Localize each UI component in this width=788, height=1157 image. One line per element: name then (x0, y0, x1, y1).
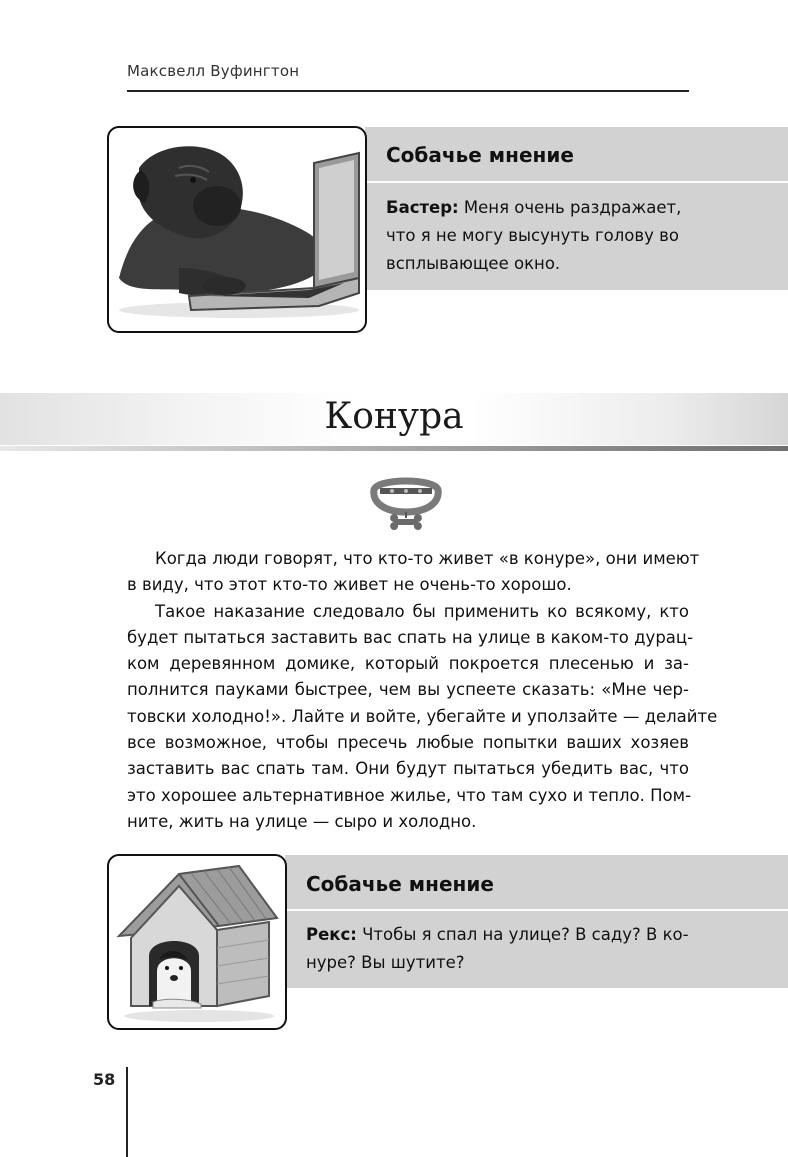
body-line: заставить вас спать там. Они будут пытаться убедить вас, что (127, 759, 689, 779)
sidebar-bottom-title: Собачье мнение (306, 872, 494, 896)
sidebar-bottom-line: Чтобы я спал на улице? В саду? В ко- (356, 925, 689, 944)
running-head: Максвелл Вуфингтон (127, 62, 300, 80)
body-line: Такое наказание следовало бы применить ко всякому, кто (155, 601, 689, 621)
collar-ornament-icon (368, 472, 444, 534)
body-line: все возможное, чтобы пресечь любые попытки ваших хозяев (127, 733, 689, 753)
sidebar-bottom-line: нуре? Вы шутите? (306, 953, 465, 972)
sidebar-top-title: Собачье мнение (386, 143, 574, 167)
body-line: ком деревянном домике, который покроется плесенью и за- (127, 654, 689, 674)
sidebar-top-line: Меня очень раздражает, (458, 198, 682, 217)
sidebar-bottom-divider (285, 909, 788, 911)
section-heading-underline (0, 446, 788, 451)
body-line: Когда люди говорят, что кто-то живет «в конуре», они имеют (155, 549, 700, 568)
dog-laptop-image (107, 126, 367, 333)
sidebar-top-speaker: Бастер: (386, 198, 459, 217)
sidebar-top-divider (365, 181, 788, 183)
body-line: ните, жить на улице — сыро и холодно. (127, 811, 477, 831)
body-line: товски холодно!». Лайте и войте, убегайте и уползайте — делайте (127, 706, 718, 726)
body-line: будет пытаться заставить вас спать на улице в каком-то дурац- (127, 627, 694, 647)
body-line: это хорошее альтернативное жилье, что там сухо и тепло. Пом- (127, 785, 692, 805)
section-title: Конура (324, 396, 464, 437)
sidebar-top-line: что я не могу высунуть голову во (386, 226, 679, 245)
page-number-rule (126, 1067, 128, 1157)
body-line: в виду, что этот кто-то живет не очень-то хорошо. (127, 575, 572, 595)
header-rule (127, 90, 689, 92)
doghouse-image (107, 854, 287, 1030)
dog-in-doghouse-illustration (109, 856, 285, 1028)
sidebar-top-text (386, 194, 691, 278)
page-number: 58 (93, 1070, 116, 1089)
sidebar-bottom-text (306, 921, 691, 977)
sidebar-bottom-speaker: Рекс: (306, 925, 357, 944)
dog-with-laptop-illustration (109, 128, 365, 331)
sidebar-top-line: всплывающее окно. (386, 254, 561, 273)
body-text (127, 546, 718, 835)
body-line: полнится пауками быстрее, чем вы успеете сказать: «Мне чер- (127, 680, 689, 700)
